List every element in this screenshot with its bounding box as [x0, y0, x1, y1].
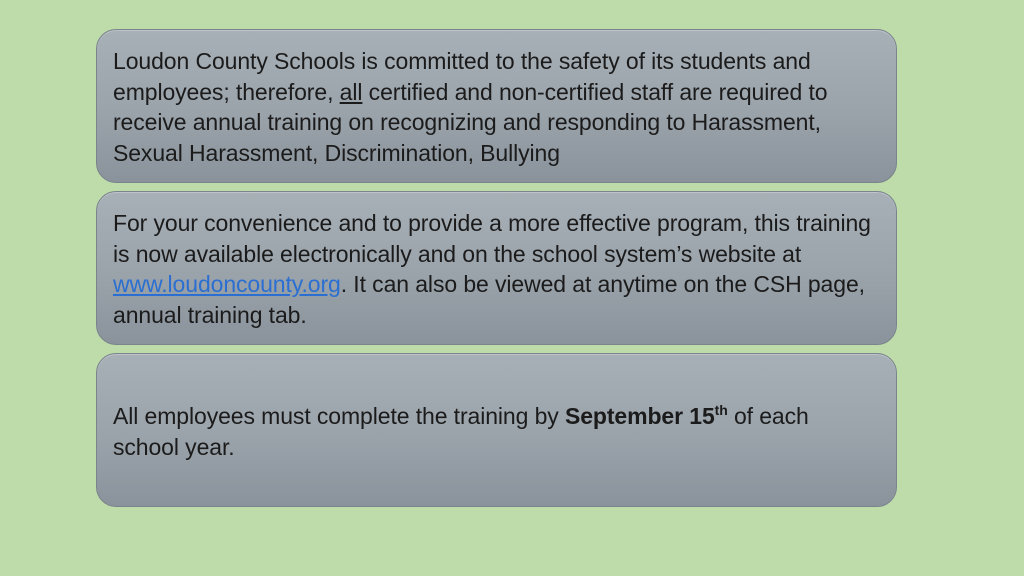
website-link[interactable]: www.loudoncounty.org [113, 271, 341, 297]
deadline-text [113, 401, 878, 462]
all-emphasis: all [339, 78, 363, 105]
info-box-training-requirement [96, 29, 897, 183]
info-box-online-availability [96, 191, 897, 345]
deadline-text-end: of each school year. [113, 403, 809, 460]
deadline-date: September 15 [564, 403, 715, 429]
training-requirement-text [113, 46, 878, 168]
requirement-text-end: certified and non-certified staff are required to receive annual training on recognizing and responding to Harassment, Sexual Harassment, Discrimination, Bullying [113, 78, 828, 166]
requirement-text-start: Loudon County Schools is committed to the safety of its students and employees; therefore, [113, 48, 811, 105]
online-availability-text [113, 208, 878, 330]
availability-text-start: For your convenience and to provide a more effective program, this training is now available electronically and on the school system’s website at [113, 210, 871, 267]
availability-text-end: . It can also be viewed at anytime on the CSH page, annual training tab. [113, 271, 865, 328]
deadline-text-start: All employees must complete the training by [113, 403, 565, 429]
info-box-deadline [96, 353, 897, 507]
deadline-date-suffix: th [714, 402, 728, 418]
